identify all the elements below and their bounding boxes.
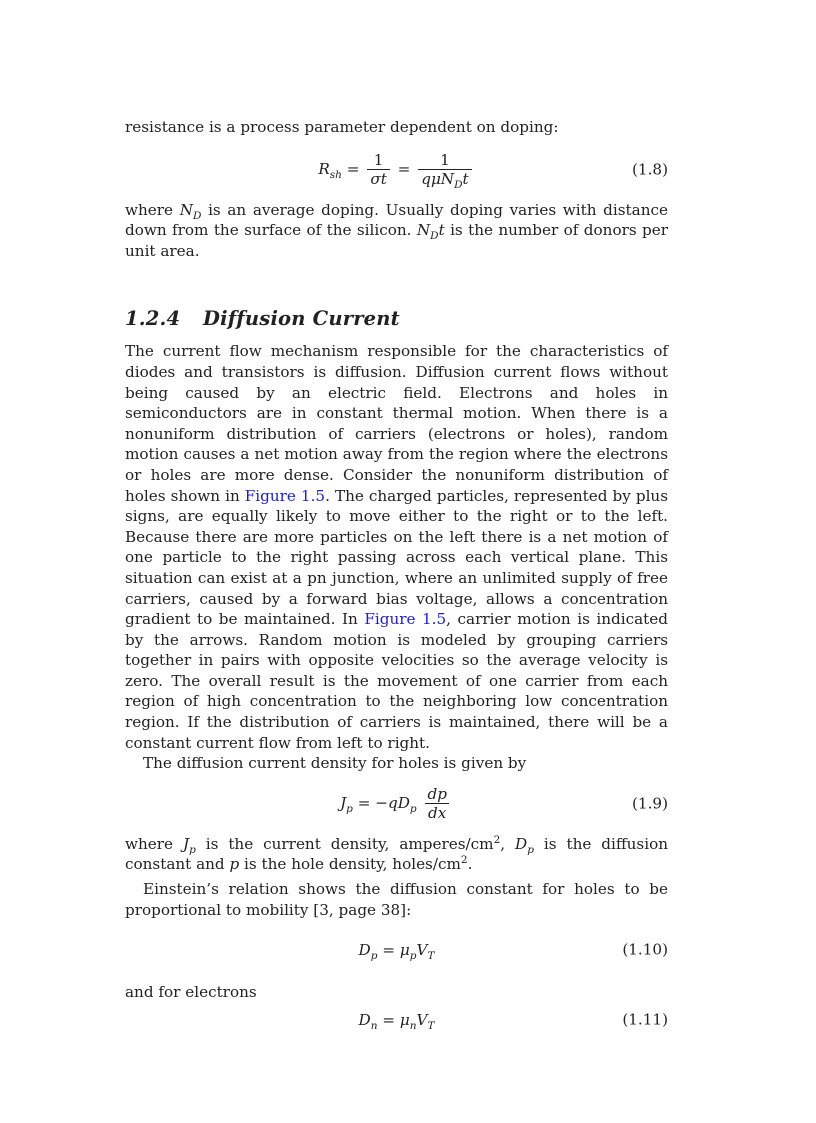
para1-a: where xyxy=(125,200,180,219)
para1-ndt-sub: D xyxy=(430,230,439,243)
figure-link[interactable]: Figure 1.5 xyxy=(364,610,447,629)
para1-nd: N xyxy=(179,200,193,219)
para4-sup1: 2 xyxy=(493,833,501,846)
section-heading xyxy=(125,307,668,331)
para4-d: is the diffusion constant and xyxy=(125,834,668,874)
eq-1-11-b: = μ xyxy=(377,1010,410,1029)
eq-1-11-b-sub: n xyxy=(409,1019,417,1032)
eq-1-9-lhs: J xyxy=(340,793,347,812)
eq-1-11-c-sub: T xyxy=(427,1019,435,1032)
paragraph-density-intro: The diffusion current density for holes is given by xyxy=(143,754,527,773)
para1-ndt: N xyxy=(416,221,431,240)
eq-1-8-frac2-num: 1 xyxy=(440,150,450,169)
eq-1-9-den: dx xyxy=(428,803,447,822)
eq-1-8-frac1 xyxy=(367,151,389,189)
paragraph-current-density xyxy=(125,834,668,875)
eq-1-11-c: V xyxy=(416,1010,428,1029)
eq-1-8-body: $R_{sh}$ = $\frac{1}{\sigma t}$ = $\frac{1}{q\mu N_Dt}$ xyxy=(318,151,474,189)
paragraph-diffusion xyxy=(125,341,668,753)
eq-1-8-lhs: R xyxy=(318,159,330,178)
para4-e: is the hole density, holes/cm xyxy=(239,855,461,874)
equation-number-1-10: (1.10) xyxy=(622,940,668,959)
eq-1-11-a-sub: n xyxy=(370,1019,378,1032)
eq-1-10-a: D xyxy=(358,940,371,959)
eq-1-10-b-sub: p xyxy=(409,949,417,962)
eq-1-9-body xyxy=(340,785,453,823)
para4-jp: J xyxy=(182,834,190,853)
eq-1-9-frac xyxy=(424,785,449,823)
equation-number-1-8: (1.8) xyxy=(631,160,668,179)
para4-p: p xyxy=(229,855,240,874)
eq-1-8-frac1-den: σt xyxy=(370,169,387,188)
para1-c: is the number of donors per unit area. xyxy=(125,221,668,260)
para1-b: is an average doping. Usually doping varies with distance down from the surface of the silicon. xyxy=(125,200,668,240)
page-content xyxy=(125,117,668,1035)
para1-nd-sub: D xyxy=(192,209,202,222)
eq-1-8-frac2-den-a: qμN xyxy=(421,169,455,188)
para2-c: , carrier motion is indicated by the arrows. Random motion is modeled by grouping carriers together in pairs with opposite velocities so the average velocity is zero. The overall result is the movement of one carrier from each region of high concentration to the neighboring low concentration region. If the distribution of carriers is maintained, there will be a constant current flow from left to right. xyxy=(125,610,668,752)
para4-c: , xyxy=(500,834,516,853)
para1-ndt-t: t xyxy=(438,221,445,240)
equation-1-11 xyxy=(125,1005,668,1035)
paragraph-doping xyxy=(125,200,668,262)
eq-1-10-a-sub: p xyxy=(370,949,378,962)
eq-1-9-mid-sub: p xyxy=(409,802,417,815)
eq-1-10-b: = μ xyxy=(377,940,410,959)
equation-1-9 xyxy=(125,782,668,826)
para4-a: where xyxy=(125,834,183,853)
section-title: Diffusion Current xyxy=(203,307,400,331)
intro-line: resistance is a process parameter dependent on doping: xyxy=(125,118,559,136)
eq-1-10-c-sub: T xyxy=(427,949,435,962)
equation-1-8 xyxy=(125,150,668,190)
equation-number-1-11: (1.11) xyxy=(622,1010,668,1029)
eq-1-8-lhs-sub: sh xyxy=(329,168,342,181)
eq-1-10-c: V xyxy=(416,940,428,959)
paragraph-electrons: and for electrons xyxy=(125,983,257,1002)
para4-jp-sub: p xyxy=(189,843,196,856)
eq-1-11-body xyxy=(359,1010,435,1031)
para4-f: . xyxy=(467,855,473,874)
eq-1-8-frac2-den-b: t xyxy=(462,169,469,188)
eq-1-9-lhs-sub: p xyxy=(346,802,353,815)
para4-dp-sub: p xyxy=(527,843,534,856)
eq-1-8-frac2-den-sub: D xyxy=(454,178,463,191)
para2-a: The current flow mechanism responsible for the characteristics of diodes and transistors is diffusion. Diffusion current flows without being caused by an electric field. Electrons and holes in semiconductors are in constant thermal motion. When there is a nonuniform distribution of carriers (electrons or holes), random motion causes a net motion away from the region where the electrons or holes are more dense. Consider the nonuniform distribution of holes shown in xyxy=(125,342,668,505)
eq-1-9-mid: = −qD xyxy=(352,793,410,812)
section-number: 1.2.4 xyxy=(125,307,181,331)
figure-link[interactable]: Figure 1.5 xyxy=(244,486,326,505)
para4-b: is the current density, amperes/cm xyxy=(195,834,494,853)
eq-1-8-frac1-num: 1 xyxy=(373,150,384,169)
eq-1-9-num: dp xyxy=(427,784,447,803)
eq-1-10-body xyxy=(359,940,435,961)
eq-1-11-a: D xyxy=(358,1010,371,1029)
equation-1-10 xyxy=(125,932,668,968)
para2-b: . The charged particles, represented by plus signs, are equally likely to move either to the right or to the left. Because there are more particles on the left there is a net motion of one particle to the right passing across each vertical plane. This situation can exist at a pn junction, where an unlimited supply of free carriers, caused by a forward bias voltage, allows a concentration gradient to be maintained. In xyxy=(125,486,668,629)
eq-1-8-frac2 xyxy=(418,151,471,189)
paragraph-einstein: Einstein’s relation shows the diffusion constant for holes to be proportional to mobility [3, page 38]: xyxy=(125,880,668,919)
para4-dp: D xyxy=(515,834,528,853)
para4-sup2: 2 xyxy=(460,854,468,867)
equation-number-1-9: (1.9) xyxy=(631,794,668,813)
